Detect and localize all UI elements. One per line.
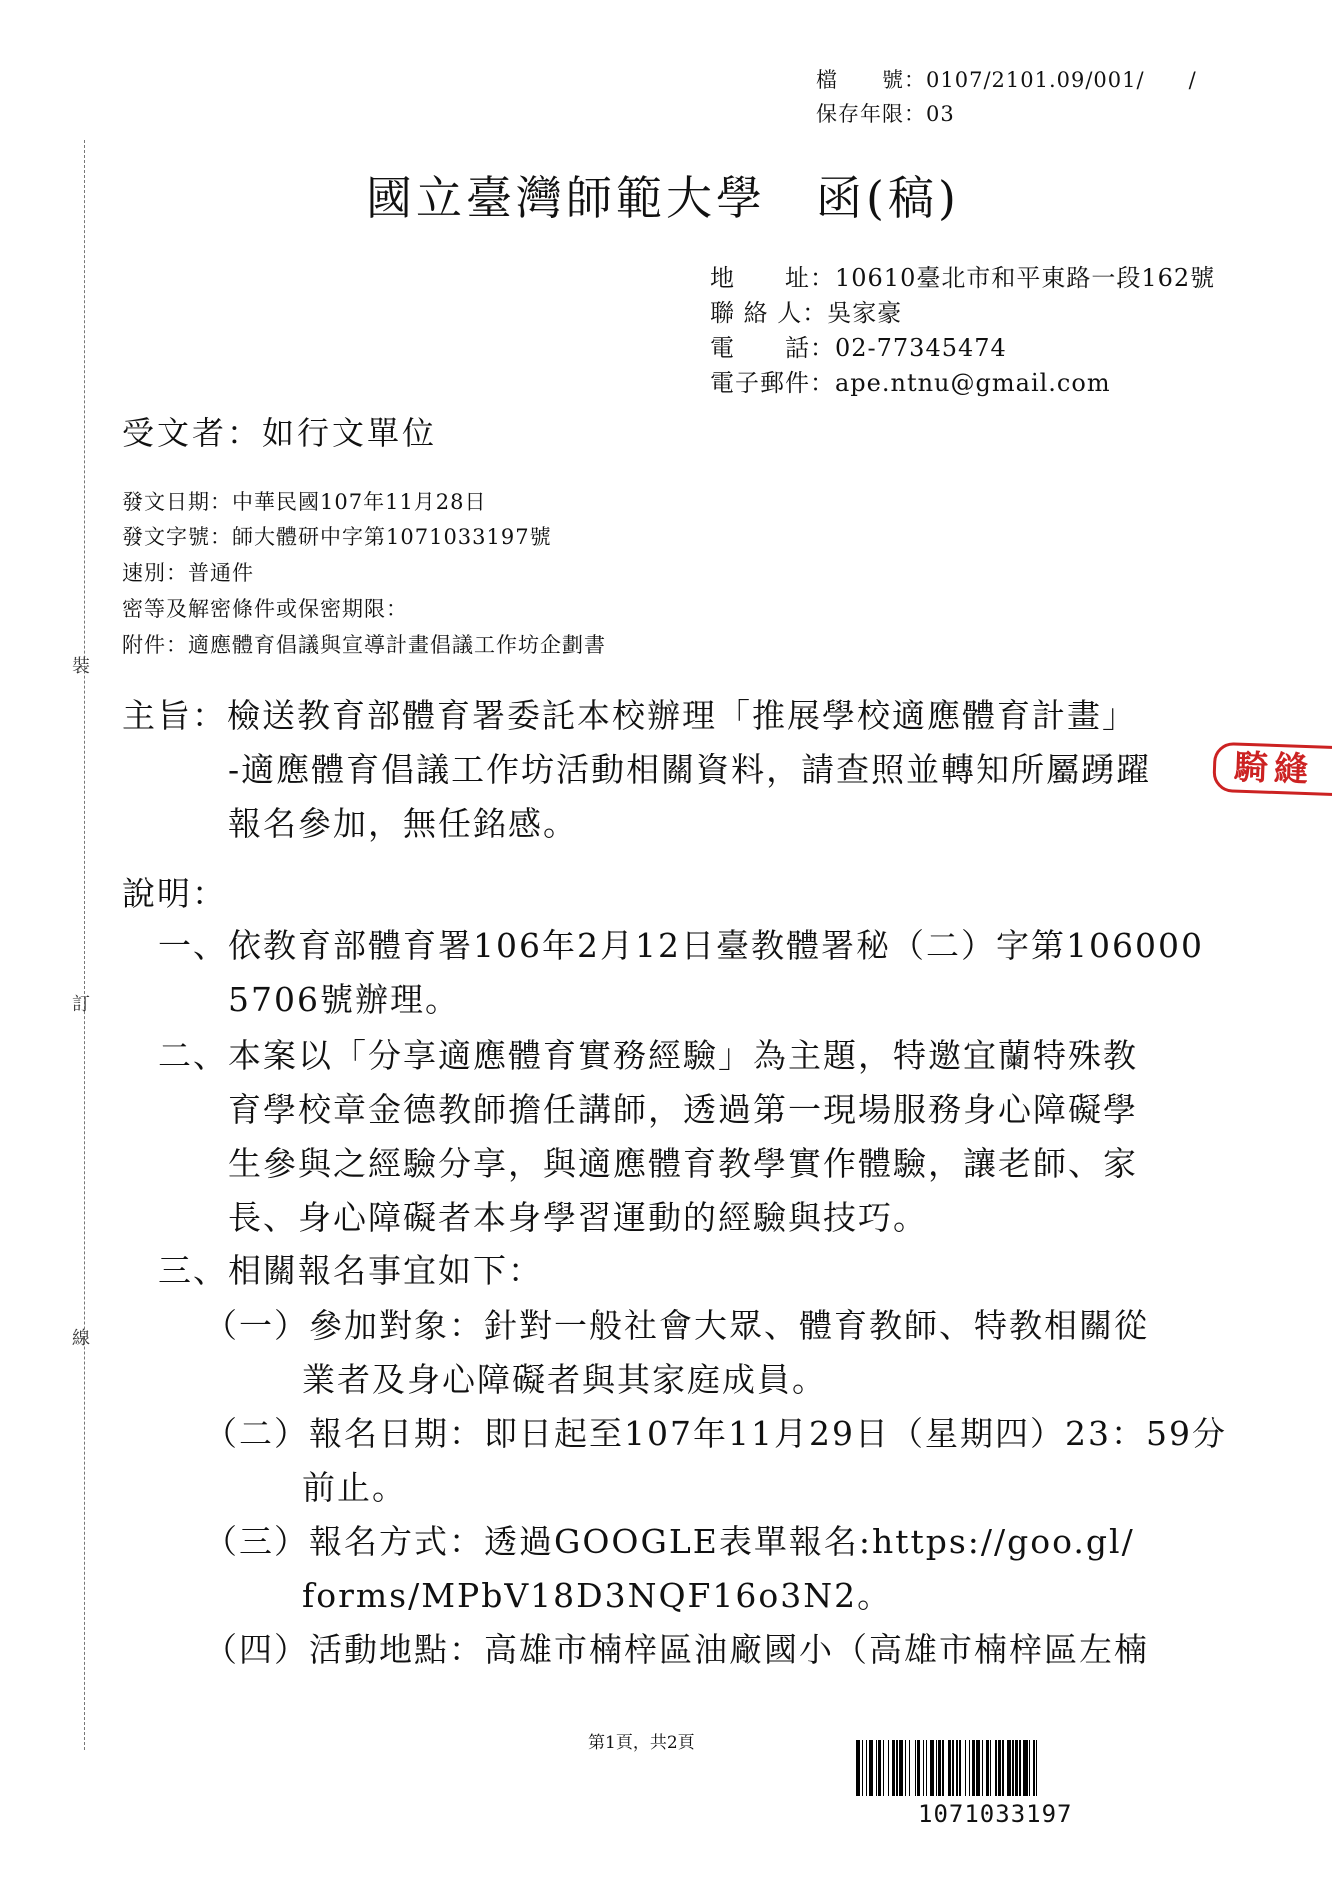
sub-item-1-line-1: （一）參加對象：針對一般社會大眾、體育教師、特教相關從 [204, 1306, 1149, 1345]
sub-item-1-line-2: 業者及身心障礙者與其家庭成員。 [302, 1360, 827, 1399]
contact-phone: 電 話：02-77345474 [710, 334, 1007, 362]
binding-mark-ding: 訂 [72, 994, 90, 1015]
retention-period: 保存年限：03 [816, 102, 955, 126]
subject-line-3: 報名參加，無任銘感。 [228, 804, 578, 843]
contact-email: 電子郵件：ape.ntnu@gmail.com [710, 369, 1111, 397]
explain-item-1-line-2: 5706號辦理。 [228, 980, 460, 1019]
explain-item-3: 三、相關報名事宜如下： [158, 1251, 543, 1290]
sub-item-2-line-1: （二）報名日期：即日起至107年11月29日（星期四）23：59分 [204, 1414, 1227, 1453]
binding-line [84, 140, 85, 1750]
sub-item-3-line-1: （三）報名方式：透過GOOGLE表單報名:https://goo.gl/ [204, 1522, 1135, 1561]
explain-item-1-line-1: 一、依教育部體育署106年2月12日臺教體署秘（二）字第106000 [158, 926, 1204, 965]
barcode-number: 1071033197 [918, 1800, 1073, 1828]
barcode-image [856, 1740, 1174, 1796]
explain-item-2-line-4: 長、身心障礙者本身學習運動的經驗與技巧。 [228, 1198, 928, 1237]
page-number: 第1頁，共2頁 [588, 1733, 695, 1753]
explain-heading: 說明： [122, 874, 227, 913]
attachment: 附件：適應體育倡議與宣導計畫倡議工作坊企劃書 [122, 633, 606, 657]
subject-line-2: -適應體育倡議工作坊活動相關資料，請查照並轉知所屬踴躍 [228, 750, 1152, 789]
explain-item-2-line-3: 生參與之經驗分享，與適應體育教學實作體驗，讓老師、家 [228, 1144, 1138, 1183]
contact-address: 地 址：10610臺北市和平東路一段162號 [710, 264, 1216, 292]
file-number: 檔 號：0107/2101.09/001/ / [816, 68, 1197, 92]
sub-item-3-line-2: forms/MPbV18D3NQF16o3N2。 [302, 1576, 893, 1615]
explain-item-2-line-2: 育學校章金德教師擔任講師，透過第一現場服務身心障礙學 [228, 1090, 1138, 1129]
secrecy-level: 密等及解密條件或保密期限： [122, 597, 408, 621]
subject-line-1: 主旨：檢送教育部體育署委託本校辦理「推展學校適應體育計畫」 [122, 696, 1137, 735]
sub-item-4-line-1: （四）活動地點：高雄市楠梓區油廠國小（高雄市楠梓區左楠 [204, 1630, 1149, 1669]
sub-item-2-line-2: 前止。 [302, 1468, 407, 1507]
issue-date: 發文日期：中華民國107年11月28日 [122, 490, 487, 514]
document-title: 國立臺灣師範大學 函(稿) [366, 171, 960, 225]
recipient: 受文者：如行文單位 [122, 414, 438, 452]
binding-mark-zhuang: 裝 [72, 656, 90, 677]
delivery-speed: 速別：普通件 [122, 561, 254, 585]
explain-item-2-line-1: 二、本案以「分享適應體育實務經驗」為主題，特邀宜蘭特殊教 [158, 1036, 1138, 1075]
contact-person: 聯 絡 人：吳家豪 [710, 299, 903, 327]
binding-mark-xian: 線 [72, 1328, 90, 1349]
seam-stamp: 騎縫 [1212, 742, 1332, 798]
issue-number: 發文字號：師大體研中字第1071033197號 [122, 525, 552, 549]
